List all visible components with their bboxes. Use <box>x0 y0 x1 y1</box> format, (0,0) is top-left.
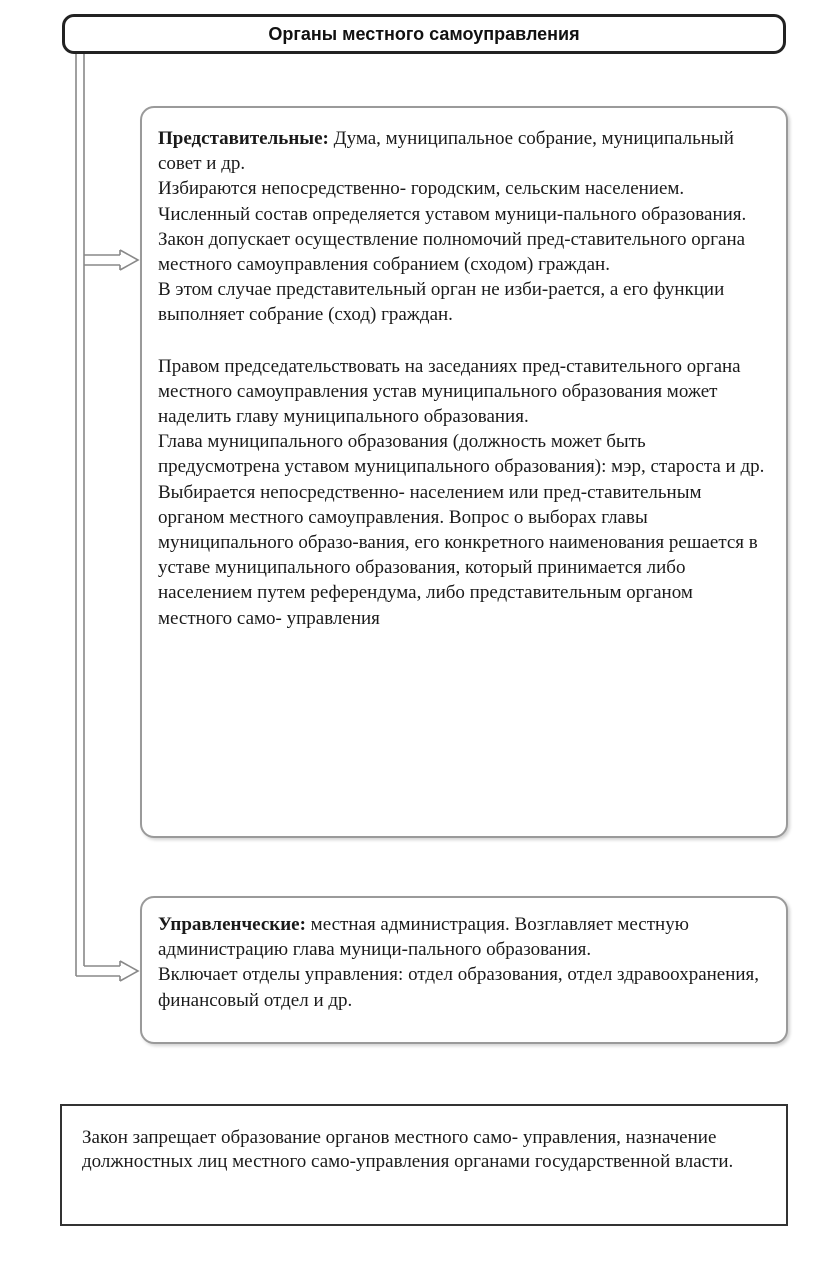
representative-p3: Закон допускает осуществление полномочий пред-ставительного органа местного самоуправления собранием (сходом) граждан. <box>158 228 746 276</box>
representative-p5: Правом председательствовать на заседаниях пред-ставительного органа местного самоуправления устав муниципального образования может наделить главу муниципального образования. <box>158 355 741 428</box>
representative-p1: Избираются непосредственно- городским, сельским населением. <box>158 178 685 200</box>
arrow-to-managerial <box>76 961 138 981</box>
arrow-to-representative <box>84 250 138 270</box>
representative-p7: Выбирается непосредственно- населением или пред-ставительным органом местного самоуправления. Вопрос о выборах главы муниципального образо-вания, его конкретного наименования решается в уставе муниципального образования, который принимается либо населением путем референдума, либо представительным органом местного само- управления <box>158 481 758 629</box>
representative-heading-rest: Дума, муниципальное собрание, муниципальный совет и др. <box>158 128 734 175</box>
representative-heading-line <box>158 126 770 176</box>
managerial-heading-line <box>158 912 770 962</box>
law-note-text: Закон запрещает образование органов местного само- управления, назначение должностных лиц местного само-управления органами государственной власти. <box>82 1127 734 1172</box>
representative-heading: Представительные: <box>158 128 329 149</box>
law-note-box <box>60 1104 788 1226</box>
representative-card <box>140 106 788 838</box>
managerial-p1: Включает отделы управления: отдел образования, отдел здравоохранения, финансовый отдел и др. <box>158 964 760 1011</box>
representative-p6: Глава муниципального образования (должность может быть предусмотрена уставом муниципального образования): мэр, староста и др. <box>158 431 765 478</box>
managerial-card <box>140 896 788 1044</box>
paragraph-gap <box>158 328 770 354</box>
representative-p4: В этом случае представительный орган не изби-рается, а его функции выполняет собрание (сход) граждан. <box>158 279 725 326</box>
diagram-title: Органы местного самоуправления <box>268 23 580 44</box>
managerial-heading-rest: местная администрация. Возглавляет местную администрацию глава муници-пального образования. <box>158 914 689 961</box>
managerial-heading: Управленческие: <box>158 914 306 935</box>
representative-p2: Численный состав определяется уставом муници-пального образования. <box>158 203 747 225</box>
